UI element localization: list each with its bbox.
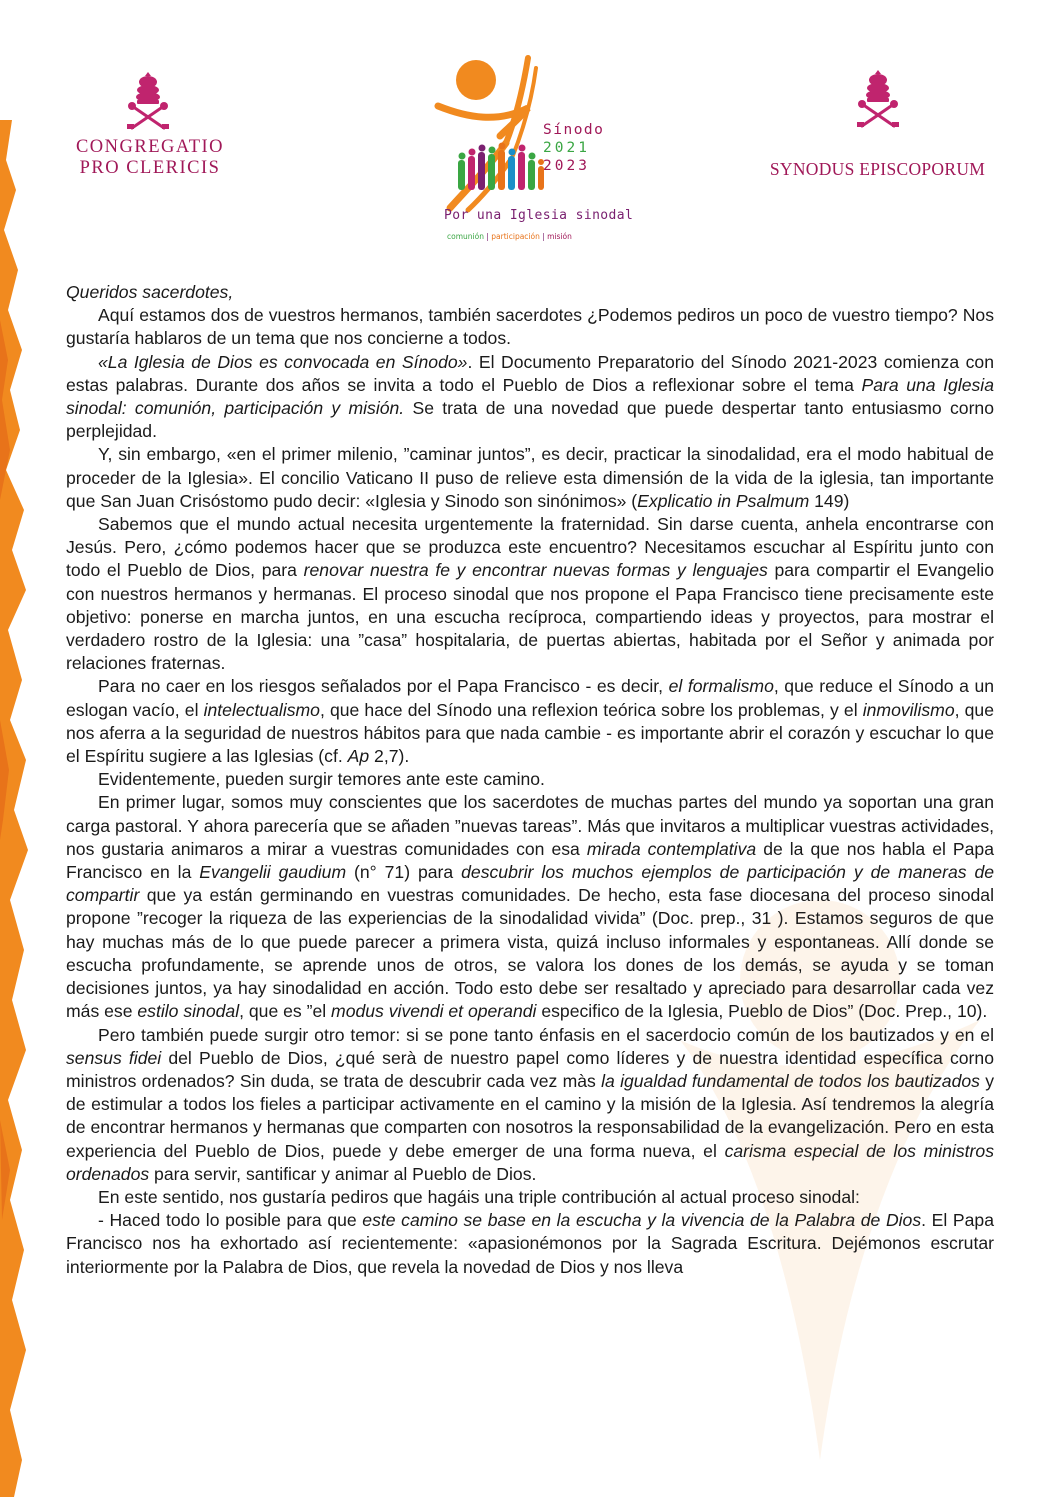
papal-emblem-icon bbox=[848, 68, 908, 130]
logo-year-end: 2023 bbox=[543, 158, 590, 174]
logo-motto: Por una Iglesia sinodal bbox=[444, 208, 634, 223]
paragraph-text: Evidentemente, pueden surgir temores ante este camino. bbox=[98, 769, 545, 790]
paragraph-text: (n° 71) para bbox=[346, 862, 462, 883]
paragraph-text: Aquí estamos dos de vuestros hermanos, también sacerdotes ¿Podemos pediros un poco de vuestro tiempo? Nos gustaría hablaros de un tema que nos concierne a todos. bbox=[66, 305, 994, 349]
paragraph bbox=[66, 791, 994, 1023]
paragraph-text: , que es ”el bbox=[239, 1001, 332, 1022]
paragraph-text: Sabemos que el mundo actual necesita urgentemente la fraternidad. Sin darse cuenta, anhela encontrarse con Jesús. Pero, ¿cómo podemos hacer que se produzca este encuentro? Necesitamos escuchar al Espíritu junto con todo el Pueblo de Dios, para bbox=[66, 514, 994, 581]
paragraph-text: que ya están germinando en vuestras comunidades. De hecho, esta fase diocesana del proceso sinodal propone ”recoger la riqueza de las experiencias de la sinodalidad vivida” (Doc. prep., 31 ). Estamos seguros de que hay muchas más de lo que puede parecer a primera vista, quizá incluso informales y espontaneas. Allí donde se escucha profundamente, se aprende unos de otros, se valora los dones de los demás, se ayuda y se toman decisiones juntos, ya hay sinodalidad en acción. Todo esto debe ser resaltado y apreciado para desarrollar cada vez más ese bbox=[66, 885, 994, 1022]
paragraph bbox=[66, 351, 994, 444]
paragraph-text: especifico de la Iglesia, Pueblo de Dios” (Doc. Prep., 10). bbox=[536, 1001, 988, 1022]
paragraph-text: En primer lugar, somos muy conscientes que los sacerdotes de muchas partes del mundo ya soportan una gran carga pastoral. Y ahora parecería que se añaden ”nuevas tareas”. Más que invitaros a multiplicar vuestras actividades, nos gustaria animaros a mirar a vuestras comunidades con esa bbox=[66, 792, 994, 859]
paragraph-text: para servir, santificar y animar al Pueblo de Dios. bbox=[149, 1163, 537, 1184]
paragraph-text: Y, sin embargo, «en el primer milenio, ”caminar juntos”, es decir, practicar la sinodalidad, era el modo habitual de proceder de la Iglesia». El concilio Vaticano II puso de relieve esta dimensión de la vida de la iglesia, tan importante que San Juan Crisóstomo pudo decir: «Iglesia y Sinodo son sinónimos» ( bbox=[66, 444, 994, 511]
paragraph-text: para compartir el Evangelio con nuestros hermanos y hermanas. El proceso sinodal que nos propone el Papa Francisco tiene precisamente este objetivo: ponerse en marcha juntos, en una escucha recíproca, compartiendo ideas y proyectos, para mostrar el verdadero rostro de la Iglesia: una ”casa” hospitalaria, de puertas abiertas, habitada por el Señor y animada por relaciones fraternas. bbox=[66, 560, 994, 674]
paragraph-text: . El Documento Preparatorio del Sínodo 2021-2023 comienza con estas palabras. Durante dos años se invita a todo el Pueblo de Dios a reflexionar sobre el tema bbox=[66, 351, 995, 395]
paragraph bbox=[66, 675, 994, 768]
italic-text: modus vivendi et operandi bbox=[331, 1001, 537, 1022]
paragraph-text: del Pueblo de Dios, ¿qué serà de nuestro papel como líderes y de nuestra identidad específica corno ministros ordenados? Sin duda, se trata de descubrir cada vez màs bbox=[66, 1047, 994, 1091]
logo-word: Sínodo bbox=[543, 122, 605, 138]
italic-text: estilo sinodal bbox=[137, 1001, 240, 1022]
italic-text: la igualdad fundamental de todos los bautizados bbox=[601, 1070, 980, 1091]
italic-text: Evangelii gaudium bbox=[199, 862, 347, 883]
salutation-text: Queridos sacerdotes bbox=[66, 282, 229, 302]
paragraph-text: , que nos aferra a la seguridad de nuestros hábitos para que nada cambie - es importante abrir el corazón y escuchar lo que el Espíritu sugiere a las Iglesias (cf. bbox=[66, 699, 994, 767]
paragraph bbox=[66, 768, 994, 791]
paragraph-text: Para no caer en los riesgos señalados por el Papa Francisco - es decir, bbox=[98, 676, 669, 697]
paragraph-text: - Haced todo lo posible para que bbox=[98, 1210, 363, 1231]
paragraph-text: 2,7). bbox=[369, 746, 410, 767]
paragraph bbox=[66, 443, 994, 513]
italic-text: «La Iglesia de Dios es convocada en Sínodo» bbox=[98, 351, 468, 372]
italic-text: renovar nuestra fe y encontrar nuevas formas y lenguajes bbox=[303, 560, 768, 581]
paragraph-text: 149) bbox=[809, 490, 850, 511]
italic-text: Ap bbox=[347, 746, 370, 767]
congregatio-line-1: CONGREGATIO bbox=[75, 137, 225, 157]
paragraph bbox=[66, 1186, 994, 1209]
subtitle-comunion: comunión bbox=[447, 232, 484, 241]
italic-text: Explicatio in Psalmum bbox=[637, 490, 810, 511]
italic-text: inmovilismo bbox=[862, 699, 955, 720]
paragraph bbox=[66, 1209, 994, 1279]
italic-text: descubrir los muchos ejemplos de participación y de maneras de compartir bbox=[66, 862, 995, 906]
subtitle-participacion: participación bbox=[491, 232, 540, 241]
italic-text: intelectualismo bbox=[203, 699, 320, 720]
paragraph-text: Se trata de una novedad que puede despertar tanto entusiasmo corno perplejidad. bbox=[66, 398, 994, 442]
salutation: Queridos sacerdotes, bbox=[66, 282, 234, 302]
congregatio-line-2: PRO CLERICIS bbox=[79, 158, 221, 178]
italic-text: el formalismo bbox=[668, 676, 774, 697]
paragraph-text: de la que nos habla el Papa Francisco en la bbox=[66, 838, 995, 883]
italic-text: carisma especial de los ministros ordenados bbox=[66, 1140, 994, 1184]
subtitle-separator: | bbox=[486, 232, 489, 241]
paragraph-text: , que reduce el Sínodo a un eslogan vacío, el bbox=[66, 676, 995, 720]
paragraph bbox=[66, 304, 994, 350]
synodus-name: SYNODUS EPISCOPORUM bbox=[769, 159, 986, 179]
paragraph bbox=[66, 1024, 994, 1186]
paragraph-text: . El Papa Francisco nos ha exhortado así recientemente: «apasionémonos por la Sagrada Escritura. Dejémonos escrutar interiormente por la Palabra de Dios, que revela la novedad de Dios y nos lleva bbox=[66, 1210, 994, 1277]
paragraph-text: , que hace del Sínodo una reflexion teórica sobre los problemas, y el bbox=[319, 699, 863, 720]
logo-year-start: 2021 bbox=[543, 140, 590, 156]
paragraph-text: y de estimular a todos los fieles a participar activamente en el camino y la misión de la Iglesia. Así tendremos la alegría de encontrar hermanos y hermanas que comparten con nosotros la responsabilidad de la evangelización. Pero en esta experiencia del Pueblo de Dios, puede y debe emerger de una forma nueva, el bbox=[66, 1070, 994, 1161]
congregatio-name bbox=[60, 137, 240, 179]
italic-text: Para una Iglesia sinodal: comunión, participación y misión. bbox=[66, 374, 994, 419]
paragraph bbox=[66, 513, 994, 675]
paragraph-text: En este sentido, nos gustaría pediros que hagáis una triple contribución al actual proceso sinodal: bbox=[98, 1186, 860, 1207]
italic-text: mirada contemplativa bbox=[586, 838, 757, 859]
logo-subtitle bbox=[447, 232, 572, 241]
subtitle-separator: | bbox=[542, 232, 545, 241]
papal-emblem-icon bbox=[118, 70, 178, 132]
italic-text: este camino se base en la escucha y la vivencia de la Palabra de Dios bbox=[362, 1210, 922, 1231]
letter-body bbox=[66, 281, 994, 1279]
paragraph-text: Pero también puede surgir otro temor: si se pone tanto énfasis en el sacerdocio común de los bautizados y en el bbox=[98, 1024, 994, 1045]
decorative-orange-border bbox=[0, 120, 30, 1497]
italic-text: sensus fidei bbox=[66, 1047, 162, 1068]
letterhead bbox=[0, 0, 1058, 260]
subtitle-mision: misión bbox=[547, 232, 572, 241]
